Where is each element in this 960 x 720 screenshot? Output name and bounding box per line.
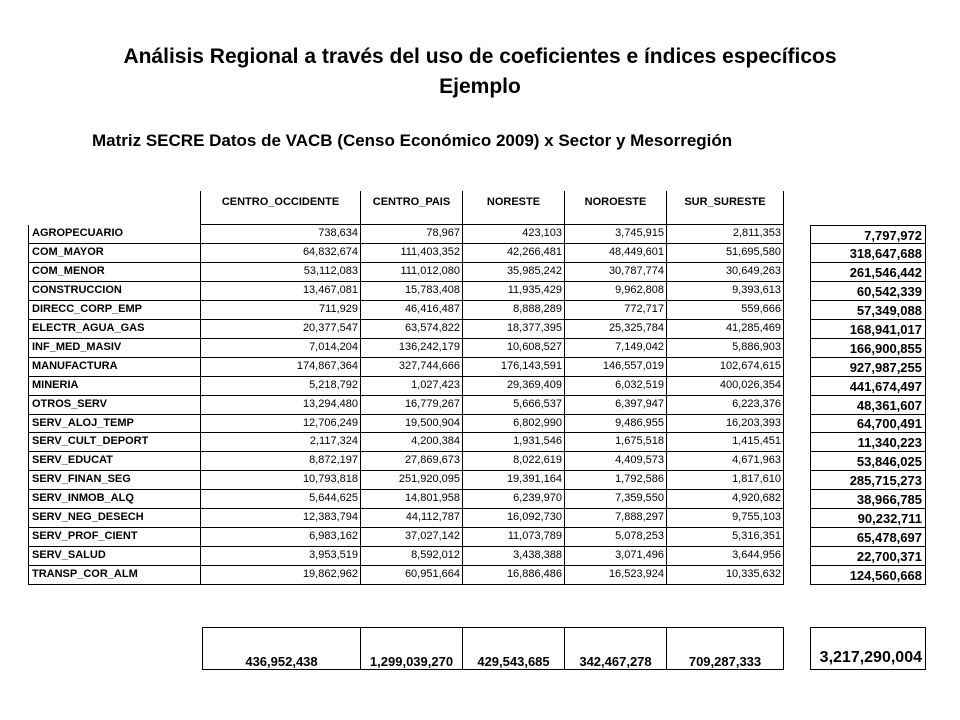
column-header-noreste: NORESTE <box>462 191 565 225</box>
table-cell: 11,935,429 <box>462 282 564 301</box>
table-cell: 1,027,423 <box>360 377 462 396</box>
page-title <box>0 42 960 102</box>
table-cell: 136,242,179 <box>360 339 462 358</box>
column-header-noroeste: NOROESTE <box>564 191 667 225</box>
table-cell: 111,012,080 <box>360 263 462 282</box>
column-total: 1,299,039,270 <box>360 627 463 670</box>
table-cell: 5,316,351 <box>666 528 784 547</box>
table-cell: 9,393,613 <box>666 282 784 301</box>
table-cell: 5,644,625 <box>200 490 360 509</box>
row-total: 90,232,711 <box>810 509 926 528</box>
table-cell: 7,149,042 <box>564 339 666 358</box>
row-label: OTROS_SERV <box>28 396 200 415</box>
table-cell: 7,359,550 <box>564 490 666 509</box>
column-total: 436,952,438 <box>202 627 361 670</box>
table-cell: 4,920,682 <box>666 490 784 509</box>
table-cell: 29,369,409 <box>462 377 564 396</box>
table-cell: 19,862,962 <box>200 566 360 585</box>
row-label: SERV_FINAN_SEG <box>28 471 200 490</box>
title-line-2: Ejemplo <box>439 75 521 98</box>
table-cell: 5,078,253 <box>564 528 666 547</box>
table-cell: 37,027,142 <box>360 528 462 547</box>
table-cell: 5,218,792 <box>200 377 360 396</box>
row-total: 7,797,972 <box>810 225 926 244</box>
table-cell: 19,391,164 <box>462 471 564 490</box>
row-total: 168,941,017 <box>810 320 926 339</box>
row-total: 318,647,688 <box>810 244 926 263</box>
table-cell: 41,285,469 <box>666 320 784 339</box>
row-total: 124,560,668 <box>810 566 926 585</box>
table-cell: 12,706,249 <box>200 415 360 433</box>
table-cell: 20,377,547 <box>200 320 360 339</box>
table-cell: 3,745,915 <box>564 225 666 244</box>
row-label: COM_MAYOR <box>28 244 200 263</box>
table-cell: 30,787,774 <box>564 263 666 282</box>
table-cell: 4,671,963 <box>666 452 784 471</box>
table-cell: 60,951,664 <box>360 566 462 585</box>
table-cell: 1,817,610 <box>666 471 784 490</box>
row-total: 285,715,273 <box>810 471 926 490</box>
table-cell: 146,557,019 <box>564 358 666 377</box>
matrix-subtitle: Matriz SECRE Datos de VACB (Censo Económico 2009) x Sector y Mesorregión <box>92 131 733 150</box>
column-header-centro-occidente: CENTRO_OCCIDENTE <box>200 191 361 225</box>
table-cell: 111,403,352 <box>360 244 462 263</box>
row-total: 441,674,497 <box>810 377 926 396</box>
table-cell: 4,200,384 <box>360 433 462 452</box>
table-cell: 1,675,518 <box>564 433 666 452</box>
table-cell: 30,649,263 <box>666 263 784 282</box>
table-cell: 327,744,666 <box>360 358 462 377</box>
table-cell: 6,802,990 <box>462 415 564 433</box>
row-label: SERV_ALOJ_TEMP <box>28 415 200 433</box>
table-cell: 12,383,794 <box>200 509 360 528</box>
table-cell: 5,666,537 <box>462 396 564 415</box>
row-label: COM_MENOR <box>28 263 200 282</box>
table-cell: 19,500,904 <box>360 415 462 433</box>
row-total: 48,361,607 <box>810 396 926 415</box>
table-cell: 9,486,955 <box>564 415 666 433</box>
table-cell: 176,143,591 <box>462 358 564 377</box>
row-label: SERV_INMOB_ALQ <box>28 490 200 509</box>
table-cell: 3,644,956 <box>666 547 784 566</box>
row-label: SERV_SALUD <box>28 547 200 566</box>
table-cell: 1,931,546 <box>462 433 564 452</box>
column-total: 429,543,685 <box>462 627 565 670</box>
table-cell: 1,792,586 <box>564 471 666 490</box>
table-cell: 64,832,674 <box>200 244 360 263</box>
table-cell: 16,092,730 <box>462 509 564 528</box>
table-cell: 2,117,324 <box>200 433 360 452</box>
row-label: AGROPECUARIO <box>28 225 200 244</box>
row-label: MANUFACTURA <box>28 358 200 377</box>
row-total: 65,478,697 <box>810 528 926 547</box>
row-label: SERV_PROF_CIENT <box>28 528 200 547</box>
table-cell: 711,929 <box>200 301 360 320</box>
table-cell: 6,223,376 <box>666 396 784 415</box>
table-cell: 9,962,808 <box>564 282 666 301</box>
table-cell: 3,438,388 <box>462 547 564 566</box>
table-cell: 18,377,395 <box>462 320 564 339</box>
row-total: 38,966,785 <box>810 490 926 509</box>
title-line-1: Análisis Regional a través del uso de coeficientes e índices específicos <box>123 45 837 68</box>
row-total: 22,700,371 <box>810 547 926 566</box>
table-cell: 16,779,267 <box>360 396 462 415</box>
table-cell: 16,523,924 <box>564 566 666 585</box>
column-total: 342,467,278 <box>564 627 667 670</box>
table-cell: 3,953,519 <box>200 547 360 566</box>
table-cell: 8,872,197 <box>200 452 360 471</box>
row-label: TRANSP_COR_ALM <box>28 566 200 585</box>
table-cell: 53,112,083 <box>200 263 360 282</box>
table-cell: 174,867,364 <box>200 358 360 377</box>
table-cell: 6,239,970 <box>462 490 564 509</box>
table-cell: 1,415,451 <box>666 433 784 452</box>
table-cell: 15,783,408 <box>360 282 462 301</box>
table-cell: 738,634 <box>200 225 360 244</box>
table-cell: 9,755,103 <box>666 509 784 528</box>
table-cell: 7,888,297 <box>564 509 666 528</box>
column-total: 709,287,333 <box>666 627 784 670</box>
table-cell: 5,886,903 <box>666 339 784 358</box>
grand-total: 3,217,290,004 <box>810 627 926 670</box>
row-label: DIRECC_CORP_EMP <box>28 301 200 320</box>
row-total: 166,900,855 <box>810 339 926 358</box>
row-label: CONSTRUCCION <box>28 282 200 301</box>
row-label: MINERIA <box>28 377 200 396</box>
table-cell: 251,920,095 <box>360 471 462 490</box>
row-label: SERV_NEG_DESECH <box>28 509 200 528</box>
table-cell: 400,026,354 <box>666 377 784 396</box>
table-cell: 42,266,481 <box>462 244 564 263</box>
table-cell: 6,983,162 <box>200 528 360 547</box>
table-cell: 16,886,486 <box>462 566 564 585</box>
row-total: 261,546,442 <box>810 263 926 282</box>
table-cell: 63,574,822 <box>360 320 462 339</box>
table-cell: 10,793,818 <box>200 471 360 490</box>
column-header-centro-pais: CENTRO_PAIS <box>360 191 463 225</box>
table-cell: 2,811,353 <box>666 225 784 244</box>
table-cell: 46,416,487 <box>360 301 462 320</box>
table-cell: 10,608,527 <box>462 339 564 358</box>
table-cell: 4,409,573 <box>564 452 666 471</box>
table-cell: 13,467,081 <box>200 282 360 301</box>
table-cell: 3,071,496 <box>564 547 666 566</box>
table-cell: 423,103 <box>462 225 564 244</box>
row-label: SERV_EDUCAT <box>28 452 200 471</box>
row-total: 53,846,025 <box>810 452 926 471</box>
table-cell: 7,014,204 <box>200 339 360 358</box>
row-total: 64,700,491 <box>810 415 926 433</box>
table-cell: 11,073,789 <box>462 528 564 547</box>
table-cell: 6,032,519 <box>564 377 666 396</box>
table-cell: 44,112,787 <box>360 509 462 528</box>
table-cell: 8,888,289 <box>462 301 564 320</box>
table-cell: 14,801,958 <box>360 490 462 509</box>
table-cell: 102,674,615 <box>666 358 784 377</box>
table-cell: 51,695,580 <box>666 244 784 263</box>
table-cell: 78,967 <box>360 225 462 244</box>
row-total: 57,349,088 <box>810 301 926 320</box>
row-label: SERV_CULT_DEPORT <box>28 433 200 452</box>
table-cell: 8,592,012 <box>360 547 462 566</box>
table-cell: 6,397,947 <box>564 396 666 415</box>
table-cell: 559,666 <box>666 301 784 320</box>
table-cell: 48,449,601 <box>564 244 666 263</box>
row-label: INF_MED_MASIV <box>28 339 200 358</box>
row-total: 60,542,339 <box>810 282 926 301</box>
row-total: 927,987,255 <box>810 358 926 377</box>
table-cell: 27,869,673 <box>360 452 462 471</box>
table-cell: 35,985,242 <box>462 263 564 282</box>
table-cell: 8,022,619 <box>462 452 564 471</box>
column-header-sur-sureste: SUR_SURESTE <box>666 191 784 225</box>
table-cell: 10,335,632 <box>666 566 784 585</box>
table-cell: 16,203,393 <box>666 415 784 433</box>
table-cell: 25,325,784 <box>564 320 666 339</box>
table-cell: 772,717 <box>564 301 666 320</box>
row-total: 11,340,223 <box>810 433 926 452</box>
row-label: ELECTR_AGUA_GAS <box>28 320 200 339</box>
table-cell: 13,294,480 <box>200 396 360 415</box>
